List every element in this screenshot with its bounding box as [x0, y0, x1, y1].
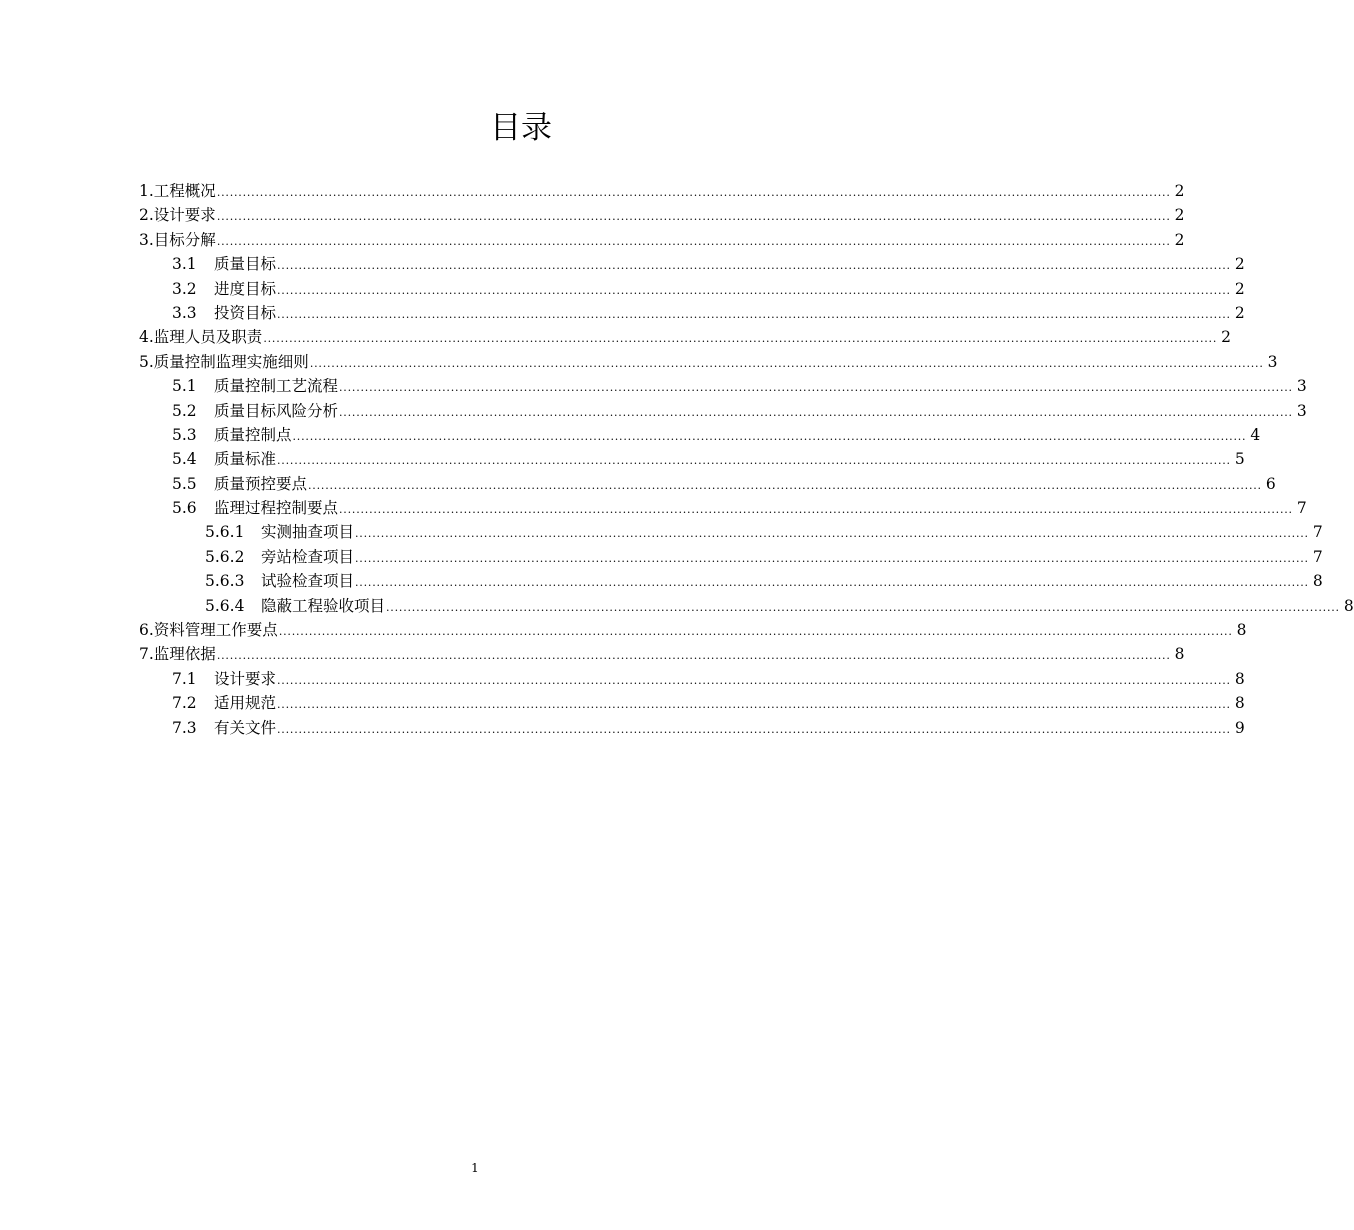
toc-entry-title: 适用规范 [214, 694, 277, 713]
toc-entry-number: 5.3 [172, 425, 197, 444]
toc-entry-number: 5.1 [172, 377, 197, 396]
toc-entry[interactable] [139, 252, 1245, 276]
toc-entry-title: 目标分解 [153, 230, 216, 249]
toc-entry-page-number: 2 [1174, 230, 1185, 249]
toc-entry-title: 进度目标 [214, 279, 277, 298]
toc-entry-title: 质量控制点 [214, 425, 292, 444]
toc-entry-title: 有关文件 [214, 718, 277, 737]
toc-entry-page-number: 2 [1174, 182, 1185, 200]
toc-entry-title: 监理人员及职责 [153, 328, 263, 347]
toc-entry-number: 5.6.3 [205, 572, 245, 591]
toc-entry-number: 5. [139, 352, 154, 371]
toc-entry[interactable] [139, 374, 1307, 398]
toc-entry-title: 质量目标 [214, 255, 277, 274]
toc-entry[interactable] [139, 350, 1278, 374]
toc-entry-number: 3.2 [172, 279, 197, 298]
toc-entry-page-number: 8 [1234, 669, 1245, 688]
toc-dot-leader: .............................................................................................................................................................................................................................. [355, 576, 1309, 590]
toc-entry-page-number: 3 [1296, 377, 1307, 396]
toc-dot-leader: .............................................................................................................................................................................................................................. [277, 283, 1231, 297]
toc-entry[interactable] [139, 618, 1247, 642]
toc-dot-leader: .............................................................................................................................................................................................................................. [339, 405, 1293, 419]
toc-entry-number: 5.2 [172, 401, 197, 420]
toc-entry[interactable] [139, 667, 1245, 691]
toc-entry[interactable] [139, 642, 1185, 666]
toc-entry-page-number: 2 [1174, 206, 1185, 225]
toc-entry[interactable] [139, 228, 1185, 252]
toc-entry-number: 5.6.2 [205, 547, 245, 566]
page-number: 1 [471, 1161, 479, 1175]
toc-entry-page-number: 7 [1312, 547, 1323, 566]
toc-dot-leader: .............................................................................................................................................................................................................................. [339, 503, 1293, 517]
toc-entry[interactable] [139, 325, 1232, 349]
toc-entry-page-number: 8 [1174, 645, 1185, 664]
toc-entry-page-number: 2 [1221, 328, 1232, 347]
toc-dot-leader: .............................................................................................................................................................................................................................. [308, 478, 1262, 492]
toc-entry-page-number: 8 [1312, 572, 1323, 591]
toc-dot-leader: .............................................................................................................................................................................................................................. [277, 307, 1231, 321]
toc-entry-number: 7.3 [172, 718, 197, 737]
toc-dot-leader: .............................................................................................................................................................................................................................. [278, 625, 1233, 639]
page-title: 目录 [490, 110, 552, 146]
toc-entry-number: 5.6.4 [205, 596, 245, 615]
toc-entry-page-number: 2 [1234, 279, 1245, 298]
toc-entry-page-number: 7 [1312, 523, 1323, 542]
toc-entry-title: 质量控制工艺流程 [214, 377, 339, 396]
toc-entry-title: 质量控制监理实施细则 [153, 352, 309, 371]
toc-entry-title: 投资目标 [214, 303, 277, 322]
toc-entry-page-number: 4 [1250, 425, 1261, 444]
toc-entry-title: 试验检查项目 [261, 572, 355, 591]
toc-entry-number: 7.2 [172, 694, 197, 713]
toc-dot-leader: .............................................................................................................................................................................................................................. [277, 673, 1231, 687]
toc-dot-leader: .............................................................................................................................................................................................................................. [277, 259, 1231, 273]
toc-entry-page-number: 8 [1343, 596, 1354, 615]
toc-entry-number: 5.4 [172, 450, 197, 469]
toc-entry-number: 7. [139, 645, 154, 664]
toc-entry-title: 隐蔽工程验收项目 [261, 596, 386, 615]
toc-entry-title: 监理依据 [153, 645, 216, 664]
toc-entry[interactable] [139, 423, 1261, 447]
toc-entry[interactable] [139, 520, 1323, 544]
toc-entry-page-number: 6 [1265, 474, 1276, 493]
toc-entry[interactable] [139, 496, 1307, 520]
toc-dot-leader: .............................................................................................................................................................................................................................. [216, 234, 1171, 248]
toc-entry-page-number: 8 [1236, 621, 1247, 640]
toc-entry-number: 3.1 [172, 255, 197, 274]
toc-entry-title: 旁站检查项目 [261, 547, 355, 566]
toc-dot-leader: .............................................................................................................................................................................................................................. [277, 698, 1231, 712]
toc-entry[interactable] [139, 447, 1245, 471]
toc-entry-number: 3. [139, 230, 154, 249]
toc-entry[interactable] [139, 399, 1307, 423]
toc-entry-title: 设计要求 [214, 669, 277, 688]
toc-entry-title: 实测抽查项目 [261, 523, 355, 542]
toc-entry[interactable] [139, 691, 1245, 715]
toc-entry-title: 质量预控要点 [214, 474, 308, 493]
toc-dot-leader: .............................................................................................................................................................................................................................. [277, 454, 1231, 468]
toc-entry-number: 3.3 [172, 303, 197, 322]
toc-entry-page-number: 2 [1234, 303, 1245, 322]
toc-entry-number: 4. [139, 328, 154, 347]
toc-dot-leader: .............................................................................................................................................................................................................................. [263, 332, 1218, 346]
toc-entry-number: 2. [139, 206, 154, 225]
toc-entry-number: 7.1 [172, 669, 197, 688]
toc-entry-title: 工程概况 [153, 182, 216, 200]
toc-entry-page-number: 2 [1234, 255, 1245, 274]
toc-entry-number: 6. [139, 621, 154, 640]
toc-dot-leader: .............................................................................................................................................................................................................................. [355, 551, 1309, 565]
toc-dot-leader: .............................................................................................................................................................................................................................. [277, 722, 1231, 736]
toc-entry-page-number: 5 [1234, 450, 1245, 469]
table-of-contents [139, 179, 1354, 740]
toc-entry[interactable] [139, 545, 1323, 569]
toc-dot-leader: .............................................................................................................................................................................................................................. [339, 381, 1293, 395]
toc-entry[interactable] [139, 569, 1323, 593]
toc-dot-leader: .............................................................................................................................................................................................................................. [216, 210, 1171, 224]
toc-entry-number: 5.5 [172, 474, 197, 493]
toc-entry[interactable] [139, 203, 1185, 227]
toc-dot-leader: .............................................................................................................................................................................................................................. [216, 186, 1171, 199]
toc-entry-title: 资料管理工作要点 [153, 621, 278, 640]
toc-dot-leader: .............................................................................................................................................................................................................................. [386, 600, 1340, 614]
toc-entry[interactable] [139, 179, 1185, 203]
toc-entry-number: 5.6 [172, 499, 197, 518]
toc-dot-leader: .............................................................................................................................................................................................................................. [309, 356, 1264, 370]
toc-entry-page-number: 3 [1267, 352, 1278, 371]
toc-entry-number: 1. [139, 182, 154, 200]
toc-entry-title: 设计要求 [153, 206, 216, 225]
toc-entry-title: 监理过程控制要点 [214, 499, 339, 518]
toc-dot-leader: .............................................................................................................................................................................................................................. [292, 429, 1247, 443]
toc-entry[interactable] [139, 716, 1245, 740]
toc-entry[interactable] [139, 301, 1245, 325]
toc-entry-page-number: 8 [1234, 694, 1245, 713]
toc-entry-page-number: 3 [1296, 401, 1307, 420]
toc-dot-leader: .............................................................................................................................................................................................................................. [216, 649, 1171, 663]
toc-entry-page-number: 7 [1296, 499, 1307, 518]
toc-entry[interactable] [139, 472, 1276, 496]
toc-entry-page-number: 9 [1234, 718, 1245, 737]
toc-dot-leader: .............................................................................................................................................................................................................................. [355, 527, 1309, 541]
toc-entry-title: 质量目标风险分析 [214, 401, 339, 420]
toc-entry-title: 质量标准 [214, 450, 277, 469]
toc-entry[interactable] [139, 277, 1245, 301]
toc-entry-number: 5.6.1 [205, 523, 245, 542]
toc-entry[interactable] [139, 594, 1354, 618]
